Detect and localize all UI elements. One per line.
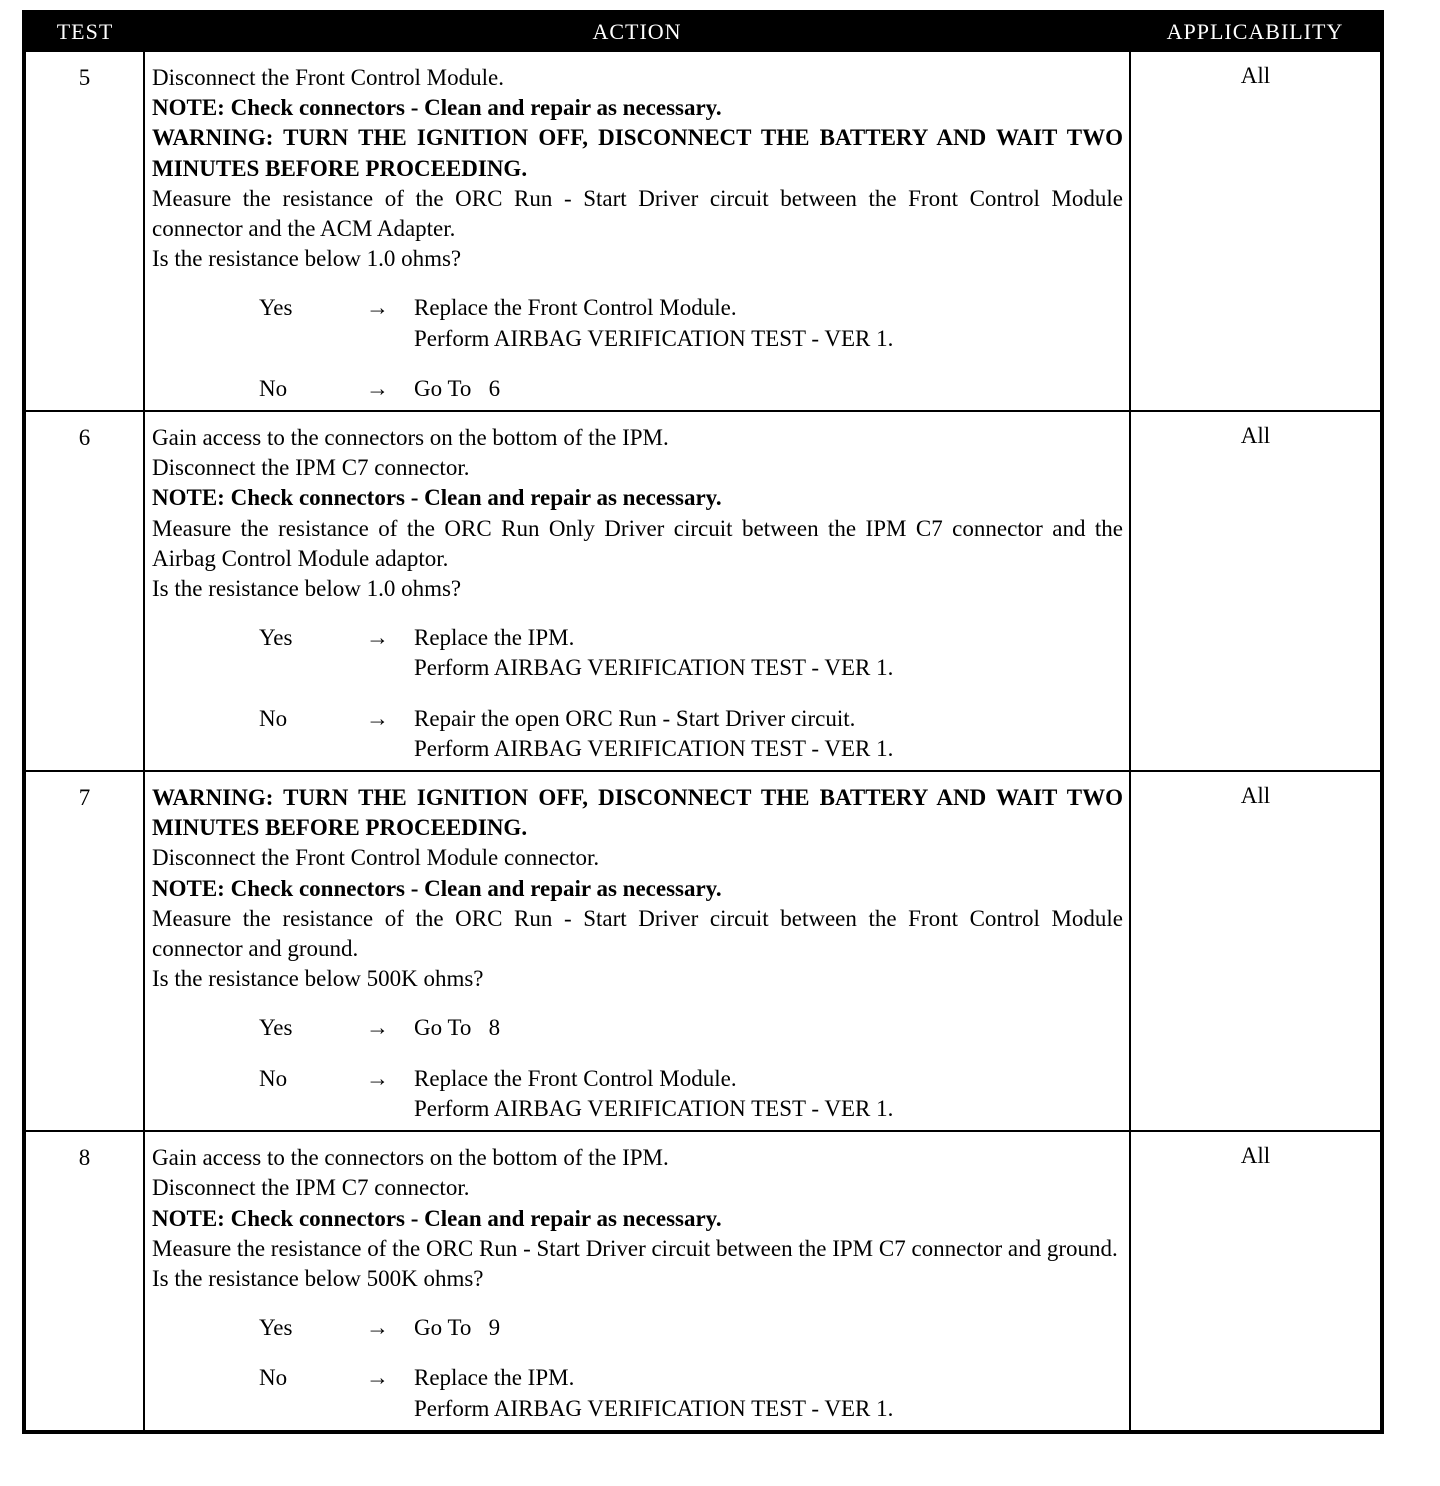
test-row-8 <box>24 1131 1382 1432</box>
result-yes <box>252 623 1123 683</box>
action-step: Disconnect the IPM C7 connector. <box>152 1175 470 1201</box>
table-body <box>24 51 1382 1432</box>
applicability-value: All <box>1130 51 1382 411</box>
outcome-line: Go To 9 <box>414 1315 501 1341</box>
action-step: Gain access to the connectors on the bottom of the IPM. <box>152 1145 669 1171</box>
action-step: Disconnect the IPM C7 connector. <box>152 455 470 481</box>
result-outcome <box>414 704 1123 764</box>
result-no <box>252 374 1123 404</box>
outcome-line: Repair the open ORC Run - Start Driver circuit. <box>414 705 856 731</box>
outcome-line: Go To 6 <box>414 375 501 401</box>
action-step: Is the resistance below 500K ohms? <box>152 1265 484 1291</box>
action-step: Measure the resistance of the ORC Run Only Driver circuit between the IPM C7 connector and the Airbag Control Module adaptor. <box>152 515 1123 571</box>
outcome-line: Replace the IPM. <box>414 1365 575 1391</box>
outcome-line: Perform AIRBAG VERIFICATION TEST - VER 1. <box>414 655 894 681</box>
outcome-line: Replace the Front Control Module. <box>414 1065 737 1091</box>
test-row-5 <box>24 51 1382 411</box>
result-yes <box>252 293 1123 353</box>
action-step: Disconnect the Front Control Module. <box>152 65 504 90</box>
result-outcome <box>414 1363 1123 1423</box>
result-outcome <box>414 374 1123 404</box>
action-cell <box>144 1131 1130 1432</box>
test-number: 6 <box>24 411 144 771</box>
result-answer: Yes <box>259 625 293 651</box>
result-answer: Yes <box>259 1315 293 1341</box>
action-note: WARNING: TURN THE IGNITION OFF, DISCONNECT THE BATTERY AND WAIT TWO MINUTES BEFORE PROCEEDING. <box>152 125 1123 181</box>
action-step: Measure the resistance of the ORC Run - Start Driver circuit between the Front Control Module connector and ground. <box>152 905 1123 962</box>
action-step: Measure the resistance of the ORC Run - Start Driver circuit between the IPM C7 connector and ground. <box>152 1235 1118 1261</box>
result-answer: No <box>259 1365 288 1391</box>
arrow-right-icon: → <box>366 625 389 651</box>
header-action: ACTION <box>144 12 1130 51</box>
outcome-line: Perform AIRBAG VERIFICATION TEST - VER 1. <box>414 1395 894 1421</box>
result-answer: No <box>259 705 288 731</box>
result-outcome <box>414 1064 1123 1124</box>
outcome-line: Perform AIRBAG VERIFICATION TEST - VER 1. <box>414 1095 894 1121</box>
result-list <box>152 293 1123 404</box>
result-list <box>152 1313 1123 1424</box>
action-note: NOTE: Check connectors - Clean and repair as necessary. <box>152 875 722 901</box>
arrow-right-icon: → <box>366 1065 389 1091</box>
action-step: Measure the resistance of the ORC Run - Start Driver circuit between the Front Control Module connector and the ACM Adapter. <box>152 185 1123 242</box>
result-answer: Yes <box>259 295 293 321</box>
action-cell <box>144 771 1130 1131</box>
arrow-right-icon: → <box>366 375 389 401</box>
action-step: Is the resistance below 500K ohms? <box>152 966 484 992</box>
outcome-line: Perform AIRBAG VERIFICATION TEST - VER 1. <box>414 325 894 351</box>
action-step: Disconnect the Front Control Module connector. <box>152 845 600 871</box>
outcome-line: Perform AIRBAG VERIFICATION TEST - VER 1. <box>414 735 894 761</box>
result-list <box>152 623 1123 764</box>
test-number: 8 <box>24 1131 144 1432</box>
test-number: 7 <box>24 771 144 1131</box>
header-test: TEST <box>24 12 144 51</box>
test-row-7 <box>24 771 1382 1131</box>
result-yes <box>252 1013 1123 1043</box>
result-answer: No <box>259 375 288 401</box>
arrow-right-icon: → <box>366 705 389 731</box>
action-note: NOTE: Check connectors - Clean and repair as necessary. <box>152 95 722 121</box>
result-no <box>252 704 1123 764</box>
result-outcome <box>414 293 1123 353</box>
applicability-value: All <box>1130 1131 1382 1432</box>
applicability-value: All <box>1130 411 1382 771</box>
action-note: NOTE: Check connectors - Clean and repair as necessary. <box>152 485 722 511</box>
action-cell <box>144 411 1130 771</box>
action-note: NOTE: Check connectors - Clean and repair as necessary. <box>152 1205 722 1231</box>
result-answer: Yes <box>259 1015 293 1041</box>
action-step: Is the resistance below 1.0 ohms? <box>152 246 462 272</box>
table-header-row <box>24 12 1382 51</box>
arrow-right-icon: → <box>366 1365 389 1391</box>
arrow-right-icon: → <box>366 1015 389 1041</box>
outcome-line: Replace the IPM. <box>414 625 575 651</box>
test-number: 5 <box>24 51 144 411</box>
outcome-line: Go To 8 <box>414 1015 501 1041</box>
diagnostic-test-table <box>22 10 1384 1434</box>
action-step: Gain access to the connectors on the bottom of the IPM. <box>152 425 669 451</box>
result-outcome <box>414 623 1123 683</box>
result-answer: No <box>259 1065 288 1091</box>
action-step: Is the resistance below 1.0 ohms? <box>152 576 462 602</box>
applicability-value: All <box>1130 771 1382 1131</box>
test-row-6 <box>24 411 1382 771</box>
result-outcome <box>414 1313 1123 1343</box>
arrow-right-icon: → <box>366 295 389 321</box>
header-applicability: APPLICABILITY <box>1130 12 1382 51</box>
arrow-right-icon: → <box>366 1315 389 1341</box>
outcome-line: Replace the Front Control Module. <box>414 295 737 321</box>
result-outcome <box>414 1013 1123 1043</box>
result-no <box>252 1363 1123 1423</box>
diagnostic-test-table-container <box>22 10 1384 1434</box>
result-list <box>152 1013 1123 1124</box>
action-note: WARNING: TURN THE IGNITION OFF, DISCONNECT THE BATTERY AND WAIT TWO MINUTES BEFORE PROCEEDING. <box>152 785 1123 841</box>
result-no <box>252 1064 1123 1124</box>
action-cell <box>144 51 1130 411</box>
result-yes <box>252 1313 1123 1343</box>
